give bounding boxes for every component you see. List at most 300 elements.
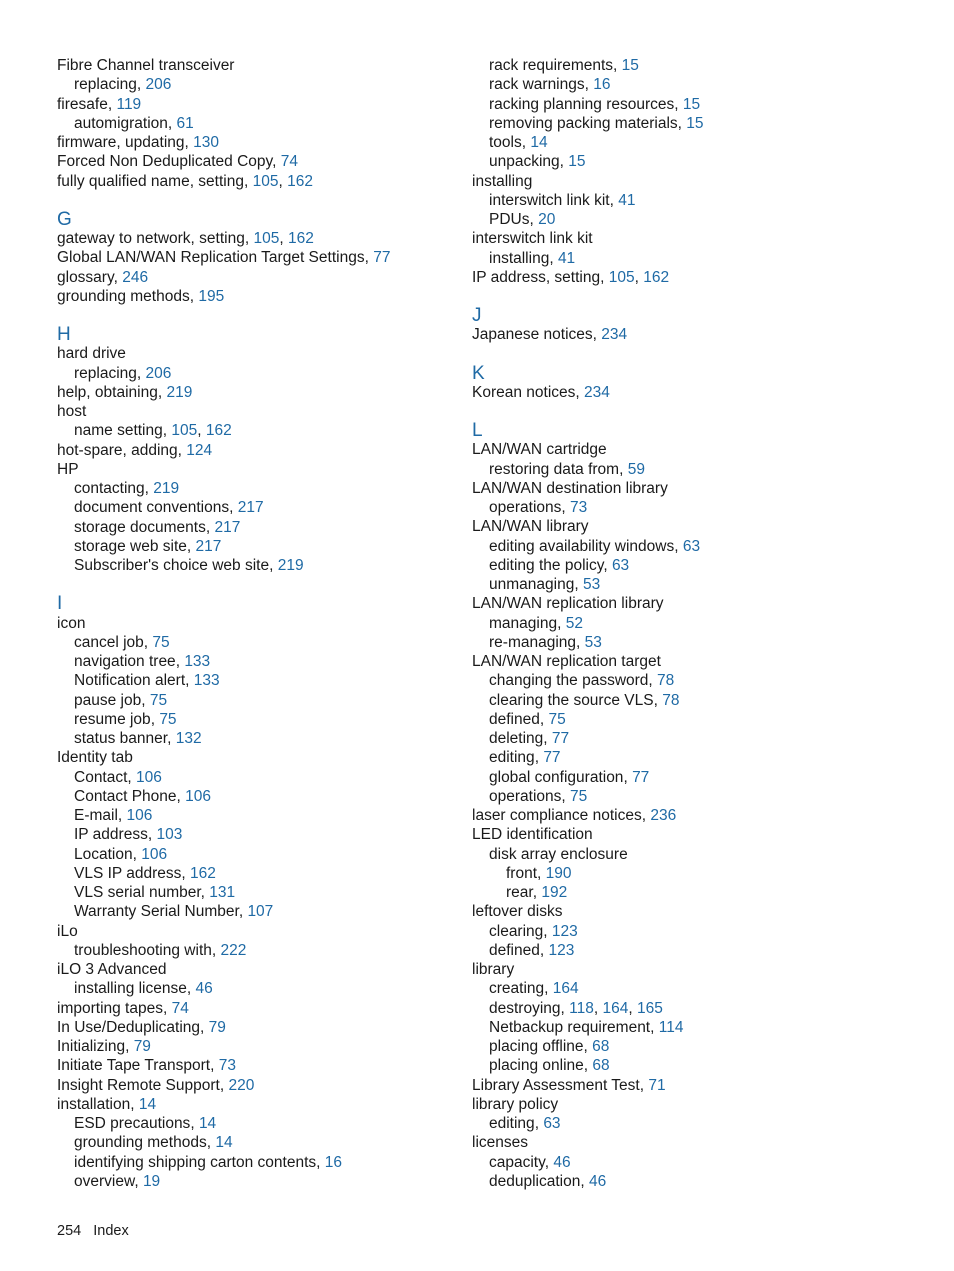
index-term: defined — [489, 710, 540, 728]
page-reference-link[interactable]: 190 — [545, 864, 572, 882]
page-reference-link[interactable]: 14 — [215, 1134, 233, 1152]
index-term: In Use/Deduplicating — [57, 1018, 201, 1036]
page-reference-link[interactable]: 41 — [618, 191, 636, 209]
page-reference-link[interactable]: 114 — [658, 1018, 684, 1036]
page-reference-link[interactable]: 20 — [538, 211, 556, 228]
page-reference-link[interactable]: 68 — [592, 1057, 610, 1075]
index-entry — [57, 344, 477, 363]
page-reference-link[interactable]: 106 — [136, 768, 162, 786]
index-entry: installing license, 46 — [74, 980, 213, 998]
index-term: installing — [472, 172, 533, 190]
index-term: grounding methods — [74, 1134, 207, 1152]
index-entry: rack requirements, 15 — [489, 57, 639, 74]
index-entry: deduplication, 46 — [489, 1172, 607, 1190]
index-term: gateway to network, setting — [57, 230, 245, 247]
page-reference-link[interactable]: 217 — [214, 518, 241, 536]
page-reference-link[interactable]: 73 — [570, 499, 588, 516]
page-reference-link[interactable]: 52 — [565, 614, 583, 632]
index-entry: VLS IP address, 162 — [74, 864, 216, 882]
index-entry — [57, 748, 477, 767]
page-reference-link[interactable]: 77 — [543, 749, 561, 767]
index-term: importing tapes — [57, 999, 163, 1017]
page-reference-link[interactable]: 68 — [592, 1038, 610, 1055]
index-entry: Subscriber's choice web site, 219 — [74, 557, 304, 574]
index-term: library policy — [472, 1095, 559, 1113]
index-term: IP address — [74, 826, 148, 844]
index-term: help, obtaining — [57, 383, 158, 401]
index-term: laser compliance notices — [472, 807, 642, 824]
page-reference-link[interactable]: 124 — [186, 441, 213, 459]
index-term: IP address, setting — [472, 268, 601, 286]
index-entry: glossary, 246 — [57, 268, 149, 286]
index-entry: Korean notices, 234 — [472, 383, 610, 401]
page-reference-link[interactable]: 19 — [142, 1172, 161, 1190]
index-entry: Japanese notices, 234 — [472, 326, 628, 344]
index-entry — [472, 902, 892, 921]
index-entry: IP address, 103 — [74, 826, 183, 844]
index-letter-heading: G — [57, 208, 72, 230]
page-reference-link[interactable]: 206 — [145, 76, 172, 94]
index-entry: PDUs, 20 — [489, 211, 556, 228]
page-reference-link[interactable]: 195 — [198, 287, 225, 305]
page-reference-link[interactable]: 106 — [126, 807, 153, 824]
page-reference-link[interactable]: 162 — [205, 422, 232, 440]
page-reference-link[interactable]: 133 — [184, 653, 211, 670]
index-term: navigation tree — [74, 653, 176, 670]
index-term: Library Assessment Test — [472, 1076, 640, 1094]
index-term: cancel job — [74, 633, 144, 651]
page-reference-link[interactable]: 130 — [193, 134, 220, 151]
index-entry: cancel job, 75 — [74, 633, 170, 651]
index-term: destroying — [489, 999, 561, 1017]
index-term: capacity — [489, 1153, 545, 1171]
index-term: Identity tab — [57, 749, 133, 767]
page-reference-link[interactable]: 75 — [152, 633, 170, 651]
index-term: removing packing materials — [489, 114, 678, 132]
index-entry: destroying, 118, 164, 165 — [489, 999, 663, 1017]
index-entry: Notification alert, 133 — [74, 672, 220, 690]
page-footer — [57, 1222, 129, 1241]
index-term: Location — [74, 845, 133, 863]
index-term: Notification alert — [74, 672, 186, 690]
index-entry: importing tapes, 74 — [57, 999, 189, 1017]
index-term: deleting — [489, 730, 544, 747]
index-term: identifying shipping carton contents — [74, 1153, 317, 1171]
index-term: interswitch link kit — [489, 191, 610, 209]
index-entry: firesafe, 119 — [57, 95, 142, 113]
index-entry: unpacking, 15 — [489, 153, 586, 171]
index-entry: Contact Phone, 106 — [74, 787, 212, 805]
index-term: Insight Remote Support — [57, 1076, 220, 1094]
index-entry: defined, 75 — [489, 710, 566, 728]
page-reference-link[interactable]: 15 — [682, 95, 701, 113]
page-reference-link[interactable]: 77 — [551, 730, 570, 747]
index-entry: deleting, 77 — [489, 730, 570, 747]
index-entry: VLS serial number, 131 — [74, 884, 236, 901]
index-column-right — [472, 56, 892, 1191]
index-term: changing the password — [489, 672, 649, 690]
index-term: installing — [489, 249, 550, 267]
index-entry: re-managing, 53 — [489, 633, 602, 651]
index-entry — [57, 614, 477, 633]
page-reference-link[interactable]: 219 — [153, 480, 180, 497]
index-term: LAN/WAN replication library — [472, 595, 664, 613]
index-entry: operations, 75 — [489, 787, 588, 805]
index-term: hot-spare, adding — [57, 441, 178, 459]
index-entry: tools, 14 — [489, 134, 548, 151]
index-entry: status banner, 132 — [74, 730, 202, 747]
page-reference-link[interactable]: 46 — [553, 1153, 571, 1171]
page-reference-link[interactable]: 14 — [198, 1115, 217, 1132]
index-term: Netbackup requirement — [489, 1018, 651, 1036]
index-term: glossary — [57, 268, 114, 286]
page-reference-link[interactable]: 53 — [584, 633, 602, 651]
index-entry: clearing, 123 — [489, 922, 578, 940]
index-term: VLS IP address — [74, 864, 182, 882]
index-term: overview — [74, 1172, 135, 1190]
page-reference-link[interactable]: 162 — [287, 230, 314, 247]
index-term: placing offline — [489, 1038, 584, 1055]
page-reference-link[interactable]: 105 — [171, 422, 198, 440]
index-term: Initializing — [57, 1038, 126, 1055]
index-entry: placing online, 68 — [489, 1057, 610, 1075]
index-term: leftover disks — [472, 903, 563, 921]
index-term: storage documents — [74, 518, 206, 536]
index-letter-heading: H — [57, 324, 71, 345]
index-term: Contact Phone — [74, 787, 177, 805]
index-term: Forced Non Deduplicated Copy — [57, 153, 273, 171]
index-letter-heading: K — [472, 362, 485, 384]
index-term: installation — [57, 1095, 131, 1113]
index-term: LAN/WAN replication target — [472, 653, 661, 670]
page-reference-link[interactable]: 123 — [548, 941, 575, 959]
index-term: disk array enclosure — [489, 845, 628, 863]
index-entry: identifying shipping carton contents, 16 — [74, 1153, 343, 1171]
index-entry: installation, 14 — [57, 1095, 157, 1113]
index-entry: rear, 192 — [506, 884, 568, 901]
index-entry: Warranty Serial Number, 107 — [74, 903, 274, 921]
index-entry: document conventions, 217 — [74, 499, 264, 517]
page-reference-link[interactable]: 222 — [220, 941, 247, 959]
page-reference-link[interactable]: 164 — [602, 999, 629, 1017]
index-entry — [472, 960, 892, 979]
page-reference-link[interactable]: 123 — [551, 922, 578, 940]
index-term: Korean notices — [472, 383, 576, 401]
index-term: editing — [489, 1115, 535, 1132]
index-entry: installing, 41 — [489, 249, 576, 267]
page-reference-link[interactable]: 15 — [686, 114, 704, 132]
index-entry: Initializing, 79 — [57, 1038, 151, 1055]
page-reference-link[interactable]: 234 — [584, 383, 610, 401]
index-term: HP — [57, 460, 79, 478]
index-term: Japanese notices — [472, 326, 593, 344]
page-reference-link[interactable]: 105 — [253, 230, 280, 247]
index-term: E-mail — [74, 807, 118, 824]
index-entry: storage documents, 217 — [74, 518, 241, 536]
index-term: rack warnings — [489, 76, 585, 94]
index-term: firmware, updating — [57, 134, 185, 151]
index-term: iLO 3 Advanced — [57, 961, 167, 978]
index-entry: pause job, 75 — [74, 691, 168, 709]
index-entry: contacting, 219 — [74, 480, 180, 497]
index-letter-heading: L — [472, 420, 483, 441]
page-reference-link[interactable]: 217 — [237, 499, 264, 517]
page-reference-link[interactable]: 217 — [195, 537, 222, 555]
index-entry: IP address, setting, 105, 162 — [472, 268, 670, 286]
page-reference-link[interactable]: 63 — [611, 556, 630, 574]
index-entry: restoring data from, 59 — [489, 460, 645, 478]
page-reference-link[interactable]: 14 — [530, 134, 548, 151]
index-entry — [57, 402, 477, 421]
index-entry: unmanaging, 53 — [489, 576, 601, 593]
page-reference-link[interactable]: 73 — [218, 1057, 236, 1075]
page-reference-link[interactable]: 106 — [141, 845, 168, 863]
page-reference-link[interactable]: 162 — [643, 268, 670, 286]
index-entry — [472, 1133, 892, 1152]
page-reference-link[interactable]: 133 — [193, 672, 220, 690]
index-term: resume job — [74, 710, 151, 728]
index-entry — [57, 922, 477, 941]
index-entry: gateway to network, setting, 105, 162 — [57, 230, 314, 247]
page-reference-link[interactable]: 119 — [116, 95, 142, 113]
index-entry: capacity, 46 — [489, 1153, 571, 1171]
page-reference-link[interactable]: 206 — [145, 364, 172, 382]
index-term: firesafe — [57, 95, 108, 113]
index-term: fully qualified name, setting — [57, 172, 244, 190]
page-reference-link[interactable]: 15 — [621, 57, 639, 74]
page-reference-link[interactable]: 118 — [569, 999, 594, 1017]
page-reference-link[interactable]: 79 — [133, 1038, 151, 1055]
page-reference-link[interactable]: 53 — [582, 576, 601, 593]
index-entry: resume job, 75 — [74, 710, 177, 728]
page-reference-link[interactable]: 246 — [122, 268, 149, 286]
page-reference-link[interactable]: 165 — [636, 999, 663, 1017]
index-term: managing — [489, 614, 558, 632]
index-term: deduplication — [489, 1172, 581, 1190]
index-term: troubleshooting with — [74, 941, 212, 959]
index-entry — [472, 229, 892, 248]
index-term: document conventions — [74, 499, 230, 517]
index-entry: name setting, 105, 162 — [74, 422, 232, 440]
page-reference-link[interactable]: 14 — [138, 1095, 157, 1113]
page-reference-link[interactable]: 106 — [185, 787, 212, 805]
index-term: Subscriber's choice web site — [74, 557, 270, 574]
index-entry: E-mail, 106 — [74, 807, 153, 824]
index-term: unmanaging — [489, 576, 575, 593]
index-entry: replacing, 206 — [74, 364, 172, 382]
index-entry: interswitch link kit, 41 — [489, 191, 636, 209]
index-term: editing the policy — [489, 556, 604, 574]
index-entry: storage web site, 217 — [74, 537, 222, 555]
index-letter-heading: I — [57, 593, 63, 615]
index-entry — [57, 960, 477, 979]
index-entry: laser compliance notices, 236 — [472, 807, 677, 824]
index-term: rack requirements — [489, 57, 614, 74]
index-term: replacing — [74, 76, 137, 94]
index-letter-heading: J — [472, 305, 482, 326]
page-reference-link[interactable]: 63 — [682, 537, 701, 555]
page-reference-link[interactable]: 162 — [287, 172, 313, 190]
index-entry: grounding methods, 195 — [57, 287, 225, 305]
index-term: installing license — [74, 980, 187, 998]
index-term: ESD precautions — [74, 1115, 191, 1132]
index-entry — [472, 479, 892, 498]
footer-section-title: Index — [93, 1223, 129, 1239]
page-reference-link[interactable]: 132 — [175, 730, 202, 747]
page-reference-link[interactable]: 192 — [541, 884, 568, 901]
page-reference-link[interactable]: 77 — [373, 249, 391, 267]
index-entry: creating, 164 — [489, 980, 579, 998]
page-reference-link[interactable]: 46 — [195, 980, 213, 998]
index-entry — [57, 56, 477, 75]
page-reference-link[interactable]: 131 — [209, 884, 236, 901]
page-reference-link[interactable]: 59 — [627, 460, 645, 478]
page-reference-link[interactable]: 46 — [588, 1172, 607, 1190]
index-term: operations — [489, 787, 562, 805]
index-entry: operations, 73 — [489, 499, 588, 516]
index-term: clearing the source VLS — [489, 691, 654, 709]
index-term: library — [472, 961, 515, 978]
page-number: 254 — [57, 1223, 82, 1239]
index-term: re-managing — [489, 633, 577, 651]
page-reference-link[interactable]: 105 — [252, 172, 279, 190]
index-term: front — [506, 864, 538, 882]
index-term: grounding methods — [57, 287, 190, 305]
index-column-left — [57, 56, 477, 1191]
page-reference-link[interactable]: 105 — [608, 268, 635, 286]
index-entry — [472, 440, 892, 459]
index-entry: defined, 123 — [489, 941, 575, 959]
page-reference-link[interactable]: 74 — [171, 999, 189, 1017]
page-reference-link[interactable]: 236 — [650, 807, 677, 824]
index-term: operations — [489, 499, 562, 516]
index-term: global configuration — [489, 768, 624, 786]
index-term: unpacking — [489, 153, 560, 171]
page-reference-link[interactable]: 74 — [280, 153, 298, 171]
index-term: host — [57, 403, 87, 420]
index-term: LAN/WAN destination library — [472, 479, 668, 497]
index-entry: removing packing materials, 15 — [489, 114, 704, 132]
index-term: contacting — [74, 480, 145, 497]
index-term: placing online — [489, 1057, 584, 1075]
page-reference-link[interactable]: 78 — [657, 672, 675, 690]
page-reference-link[interactable]: 63 — [543, 1115, 561, 1132]
page-reference-link[interactable]: 79 — [208, 1018, 226, 1036]
index-term: storage web site — [74, 537, 187, 555]
index-term: Global LAN/WAN Replication Target Settings — [57, 249, 365, 267]
page-reference-link[interactable]: 15 — [568, 153, 586, 171]
index-entry: Initiate Tape Transport, 73 — [57, 1057, 236, 1075]
page-reference-link[interactable]: 78 — [662, 691, 680, 709]
index-entry: editing availability windows, 63 — [489, 537, 701, 555]
index-entry: automigration, 61 — [74, 114, 194, 132]
index-term: clearing — [489, 922, 544, 940]
index-entry — [472, 594, 892, 613]
index-term: tools — [489, 134, 522, 151]
page-reference-link[interactable]: 75 — [570, 787, 588, 805]
page-reference-link[interactable]: 219 — [166, 383, 193, 401]
page-reference-link[interactable]: 162 — [190, 864, 216, 882]
index-entry: fully qualified name, setting, 105, 162 — [57, 172, 313, 190]
index-entry: Contact, 106 — [74, 768, 162, 786]
page-reference-link[interactable]: 71 — [648, 1076, 666, 1094]
index-entry: placing offline, 68 — [489, 1038, 610, 1055]
page-reference-link[interactable]: 220 — [228, 1076, 255, 1094]
index-term: hard drive — [57, 345, 126, 363]
index-term: icon — [57, 614, 86, 632]
index-entry: troubleshooting with, 222 — [74, 941, 247, 959]
index-entry — [472, 1095, 892, 1114]
index-term: PDUs — [489, 211, 530, 228]
index-term: racking planning resources — [489, 95, 675, 113]
index-entry: Location, 106 — [74, 845, 168, 863]
index-entry: In Use/Deduplicating, 79 — [57, 1018, 226, 1036]
index-term: Warranty Serial Number — [74, 903, 239, 921]
index-entry — [57, 460, 477, 479]
index-entry: Global LAN/WAN Replication Target Settings, 77 — [57, 249, 391, 267]
index-entry: firmware, updating, 130 — [57, 134, 220, 151]
index-term: editing — [489, 749, 535, 767]
index-entry: hot-spare, adding, 124 — [57, 441, 213, 459]
index-entry: front, 190 — [506, 864, 572, 882]
index-term: Contact — [74, 768, 128, 786]
index-entry: ESD precautions, 14 — [74, 1115, 217, 1132]
index-term: Fibre Channel transceiver — [57, 57, 235, 74]
page-reference-link[interactable]: 61 — [176, 114, 194, 132]
index-term: LAN/WAN library — [472, 518, 589, 536]
page-reference-link[interactable]: 77 — [632, 768, 650, 786]
index-entry: clearing the source VLS, 78 — [489, 691, 680, 709]
index-entry: global configuration, 77 — [489, 768, 650, 786]
page-reference-link[interactable]: 219 — [277, 557, 304, 574]
index-entry — [472, 845, 892, 864]
page-reference-link[interactable]: 234 — [601, 326, 628, 344]
page-reference-link[interactable]: 16 — [593, 76, 611, 94]
index-term: editing availability windows — [489, 537, 675, 555]
index-term: Initiate Tape Transport — [57, 1057, 211, 1075]
index-entry — [472, 172, 892, 191]
index-entry: managing, 52 — [489, 614, 583, 632]
page-reference-link[interactable]: 107 — [247, 903, 274, 921]
index-term: LED identification — [472, 826, 593, 844]
index-term: replacing — [74, 364, 137, 382]
index-entry: rack warnings, 16 — [489, 76, 611, 94]
index-entry: racking planning resources, 15 — [489, 95, 701, 113]
index-entry: navigation tree, 133 — [74, 653, 211, 670]
page-reference-link[interactable]: 75 — [149, 691, 168, 709]
page-reference-link[interactable]: 41 — [557, 249, 576, 267]
index-entry: grounding methods, 14 — [74, 1134, 233, 1152]
index-entry: Insight Remote Support, 220 — [57, 1076, 255, 1094]
page-reference-link[interactable]: 75 — [548, 710, 566, 728]
page-reference-link[interactable]: 75 — [159, 710, 177, 728]
page-reference-link[interactable]: 16 — [324, 1153, 343, 1171]
index-term: restoring data from — [489, 460, 620, 478]
index-entry: editing, 63 — [489, 1115, 561, 1132]
index-entry: Netbackup requirement, 114 — [489, 1018, 684, 1036]
index-term: name setting — [74, 422, 163, 440]
index-entry: Forced Non Deduplicated Copy, 74 — [57, 153, 298, 171]
index-entry — [472, 652, 892, 671]
page-reference-link[interactable]: 103 — [156, 826, 183, 844]
index-term: VLS serial number — [74, 884, 201, 901]
index-term: interswitch link kit — [472, 230, 593, 248]
index-term: licenses — [472, 1134, 528, 1152]
page-reference-link[interactable]: 164 — [552, 980, 579, 998]
index-entry: Library Assessment Test, 71 — [472, 1076, 666, 1094]
index-term: automigration — [74, 114, 168, 132]
index-term: status banner — [74, 730, 168, 747]
